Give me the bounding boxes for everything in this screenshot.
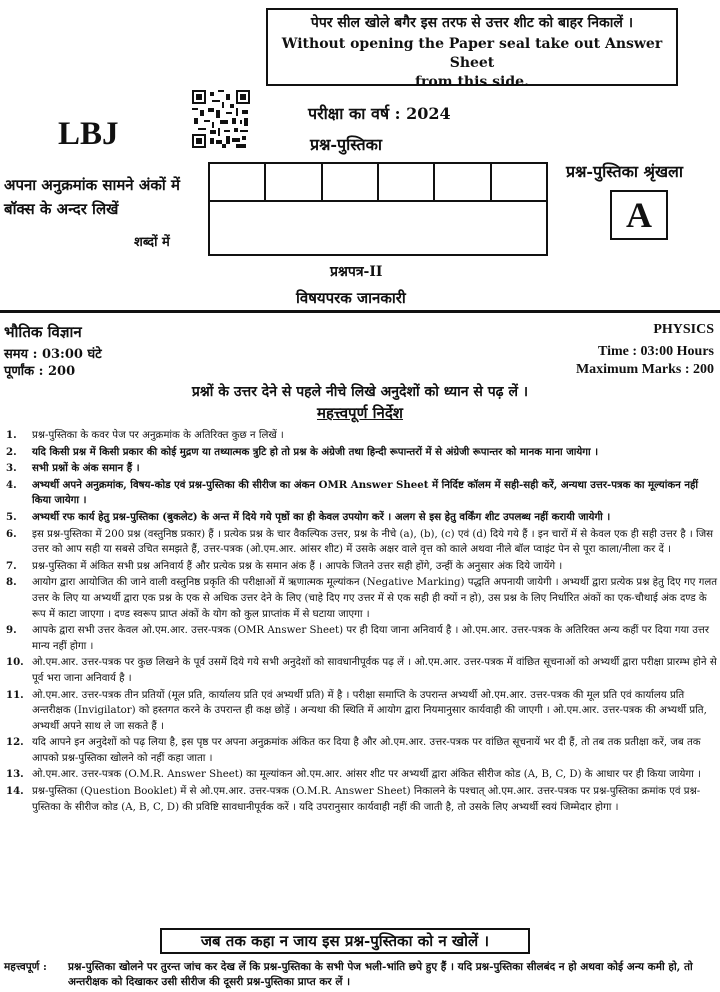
instruction-item: [6, 527, 718, 558]
instruction-text: आयोग द्वारा आयोजित की जाने वाली वस्तुनिष्ठ प्रकृति की परीक्षाओं में ऋणात्मक मूल्यांकन (Negative Marking) पद्धति अपनायी जायेगी । अभ्यर्थी द्वारा प्रत्येक प्रश्न हेतु दिए गए गलत उत्तर के लिए या अभ्यर्थी द्वारा एक प्रश्न के एक से अधिक उत्तर देने के लिए (चाहे दिए गए उत्तर में से एक सही ही क्यों न हो), उस प्रश्न के लिए निर्धारित अंकों का एक-चौथाई अंक दण्ड के रूप में काटा जाएगा । दण्ड स्वरूप प्राप्त अंकों के योग को कुल प्राप्तांक में से घटाया जाएगा ।: [32, 577, 718, 620]
time-hindi: समय : 03:00 घंटे: [4, 347, 102, 362]
important-note: [4, 960, 718, 990]
instruction-item: [6, 478, 718, 509]
instruction-text: सभी प्रश्नों के अंक समान हैं ।: [32, 462, 140, 475]
important-note-text: प्रश्न-पुस्तिका खोलने पर तुरन्त जांच कर देख लें कि प्रश्न-पुस्तिका के सभी पेज भली-भांति छपे हुए हैं । यदि प्रश्न-पुस्तिका सीलबंद न हो अथवा कोई अन्य कमी हो, तो अन्तरीक्षक को दिखाकर उसी सीरीज की दूसरी प्रश्न-पुस्तिका प्राप्त कर लें ।: [68, 961, 693, 988]
instruction-text: इस प्रश्न-पुस्तिका में 200 प्रश्न (वस्तुनिष्ठ प्रकार) हैं । प्रत्येक प्रश्न के चार वैकल्पिक उत्तर, प्रश्न के नीचे (a), (b), (c) एवं (d) दिये गये हैं । इन चारों में से केवल एक ही सही उत्तर है । जिस उत्तर को आप सही या सबसे उचित समझते हैं, उत्तर-पत्रक (ओ.एम.आर. आंसर शीट) में उसके अक्षर वाले वृत्त को काले अथवा नीले बॉल प्वाइंट पेन से पूरा काला/नीला कर दें ।: [32, 528, 714, 556]
roll-digit-cell[interactable]: [210, 164, 266, 200]
roll-number-digit-cells: [210, 164, 546, 202]
instruction-text: ओ.एम.आर. उत्तर-पत्रक तीन प्रतियों (मूल प्रति, कार्यालय प्रति एवं अभ्यर्थी प्रति) में है । परीक्षा समाप्ति के उपरान्त अभ्यर्थी ओ.एम.आर. उत्तर-पत्रक की मूल प्रति एवं कार्यालय प्रति अन्तरीक्षक (Invigilator) को हस्तगत करने के उपरान्त ही कक्ष छोड़ें । अन्यथा की स्थिति में आयोग द्वारा नियमानुसार कार्यवाही की जाएगी । ओ.एम.आर. उत्तर-पत्रक की अभ्यर्थी प्रति, अभ्यर्थी अपने साथ ले जा सकते हैं ।: [32, 689, 707, 732]
do-not-open-notice: जब तक कहा न जाय इस प्रश्न-पुस्तिका को न खोलें ।: [160, 928, 530, 954]
subject-english: PHYSICS: [653, 322, 714, 337]
divider: [0, 310, 720, 313]
instructions-list: [6, 428, 718, 816]
marks-hindi: पूर्णांक : 200: [4, 364, 76, 379]
roll-number-words-cell[interactable]: [210, 202, 546, 256]
exam-year: परीक्षा का वर्ष : 2024: [308, 104, 451, 123]
important-note-label: महत्त्वपूर्ण :: [4, 961, 47, 973]
series-label: प्रश्न-पुस्तिका श्रृंखला: [566, 162, 684, 181]
marks-english: Maximum Marks : 200: [575, 362, 714, 377]
booklet-title: प्रश्न-पुस्तिका: [310, 135, 383, 154]
paper-code: LBJ: [58, 116, 119, 152]
instruction-number: 11.: [6, 688, 24, 701]
roll-digit-cell[interactable]: [266, 164, 322, 200]
subject-hindi: भौतिक विज्ञान: [4, 323, 82, 341]
instruction-number: 13.: [6, 768, 24, 781]
instruction-item: [6, 510, 718, 526]
instruction-text: अभ्यर्थी रफ कार्य हेतु प्रश्न-पुस्तिका (बुकलेट) के अन्त में दिये गये पृष्ठों का ही केवल उपयोग करें । अलग से इस हेतु वर्किंग शीट उपलब्ध नहीं करायी जायेगी ।: [32, 510, 611, 523]
instruction-item: [6, 559, 718, 575]
time-english: Time : 03:00 Hours: [597, 344, 714, 359]
instruction-text: प्रश्न-पुस्तिका के कवर पेज पर अनुक्रमांक के अतिरिक्त कुछ न लिखें ।: [32, 430, 284, 441]
roll-digit-cell[interactable]: [379, 164, 435, 200]
roll-number-label-line1: अपना अनुक्रमांक सामने अंकों में: [4, 176, 180, 194]
instruction-text: प्रश्न-पुस्तिका में अंकित सभी प्रश्न अनिवार्य हैं और प्रत्येक प्रश्न के समान अंक हैं । आपके जितने उत्तर सही होंगे, उन्हीं के अनुसार अंक दिये जायेंगे ।: [32, 560, 563, 572]
instruction-number: 1.: [6, 429, 17, 441]
seal-notice-english-line2: from this side.: [415, 74, 529, 90]
roll-digit-cell[interactable]: [435, 164, 491, 200]
roll-number-grid: [208, 162, 548, 256]
roll-number-label-line2: बॉक्स के अन्दर लिखें: [4, 200, 119, 218]
instruction-number: 10.: [6, 656, 24, 669]
instruction-number: 8.: [6, 576, 17, 589]
roll-number-label: [4, 173, 180, 221]
instruction-text: अभ्यर्थी अपने अनुक्रमांक, विषय-कोड एवं प्रश्न-पुस्तिका की सीरीज का अंकन OMR Answer Sheet में निर्दिष्ट कॉलम में सही-सही करें, अन्यथा उत्तर-पत्रक का मूल्यांकन नहीं किया जायेगा ।: [32, 478, 699, 507]
roll-number-words-label: शब्दों में: [134, 235, 170, 250]
important-instructions-heading: [0, 403, 720, 423]
instruction-text: आपके द्वारा सभी उत्तर केवल ओ.एम.आर. उत्तर-पत्रक (OMR Answer Sheet) पर ही दिया जाना अनिवार्य है । ओ.एम.आर. उत्तर-पत्रक के अतिरिक्त अन्य कहीं पर दिया गया उत्तर मान्य नहीं होगा ।: [32, 625, 710, 652]
roll-digit-cell[interactable]: [323, 164, 379, 200]
important-instructions-heading-text: महत्त्वपूर्ण निर्देश: [316, 404, 404, 422]
instruction-number: 9.: [6, 624, 17, 637]
seal-notice-box: [266, 8, 678, 90]
roll-digit-cell[interactable]: [492, 164, 546, 200]
instruction-text: प्रश्न-पुस्तिका (Question Booklet) में से ओ.एम.आर. उत्तर-पत्रक (O.M.R. Answer Sheet) निकालने के पश्चात् ओ.एम.आर. उत्तर-पत्रक पर प्रश्न-पुस्तिका क्रमांक एवं प्रश्न-पुस्तिका के सीरीज कोड (A, B, C, D) की प्रविष्टि सावधानीपूर्वक करें । यदि उपरानुसार कार्यवाही नहीं की जाती है, तो उसके लिए अभ्यर्थी स्वयं जिम्मेदार होगा ।: [32, 786, 701, 813]
instruction-item: [6, 735, 718, 766]
instruction-number: 2.: [6, 445, 17, 458]
series-value: A: [610, 190, 668, 240]
instruction-item: [6, 445, 718, 461]
seal-notice-hindi: पेपर सील खोले बगैर इस तरफ से उत्तर शीट को बाहर निकालें ।: [310, 15, 634, 31]
instruction-number: 6.: [6, 527, 17, 540]
instruction-item: [6, 461, 718, 477]
instruction-number: 7.: [6, 559, 17, 572]
qr-code-icon: [192, 90, 250, 148]
instruction-item: [6, 575, 718, 622]
instruction-item: [6, 623, 718, 654]
instruction-item: [6, 655, 718, 686]
paper-label: प्रश्नपत्र-II: [330, 264, 383, 280]
instruction-number: 4.: [6, 478, 17, 491]
instruction-number: 5.: [6, 510, 17, 523]
instruction-text: ओ.एम.आर. उत्तर-पत्रक (O.M.R. Answer Sheet) का मूल्यांकन ओ.एम.आर. आंसर शीट पर अभ्यर्थी द्वारा अंकित सीरीज कोड (A, B, C, D) के आधार पर ही किया जायेगा ।: [32, 769, 701, 781]
seal-notice-english-line1: Without opening the Paper seal take out Answer Sheet: [281, 36, 663, 71]
instruction-number: 3.: [6, 462, 17, 475]
instruction-number: 14.: [6, 785, 24, 798]
subject-title: विषयपरक जानकारी: [296, 289, 406, 307]
instruction-number: 12.: [6, 736, 24, 749]
instruction-text: यदि किसी प्रश्न में किसी प्रकार की कोई मुद्रण या तथ्यात्मक त्रुटि हो तो प्रश्न के अंग्रेजी तथा हिन्दी रूपान्तरों में से अंग्रेजी रूपान्तर को मानक माना जायेगा ।: [32, 445, 599, 458]
instruction-item: [6, 767, 718, 783]
instruction-item: [6, 428, 718, 444]
instruction-item: [6, 688, 718, 735]
read-instructions-note: प्रश्नों के उत्तर देने से पहले नीचे लिखे अनुदेशों को ध्यान से पढ़ लें ।: [191, 384, 529, 400]
instruction-text: ओ.एम.आर. उत्तर-पत्रक पर कुछ लिखने के पूर्व उसमें दिये गये सभी अनुदेशों को सावधानीपूर्वक पढ़ लें । ओ.एम.आर. उत्तर-पत्रक में वांछित सूचनाओं को अभ्यर्थी द्वारा परीक्षा प्रारम्भ होने से पूर्व भरा जाना अनिवार्य है ।: [32, 657, 717, 684]
instruction-item: [6, 784, 718, 815]
instruction-text: यदि आपने इन अनुदेशों को पढ़ लिया है, इस पृष्ठ पर अपना अनुक्रमांक अंकित कर दिया है और ओ.एम.आर. उत्तर-पत्रक पर वांछित सूचनायें भर दी हैं, तो तब तक प्रतीक्षा करें, जब तक आपको प्रश्न-पुस्तिका खोलने को नहीं कहा जाता ।: [32, 737, 701, 764]
